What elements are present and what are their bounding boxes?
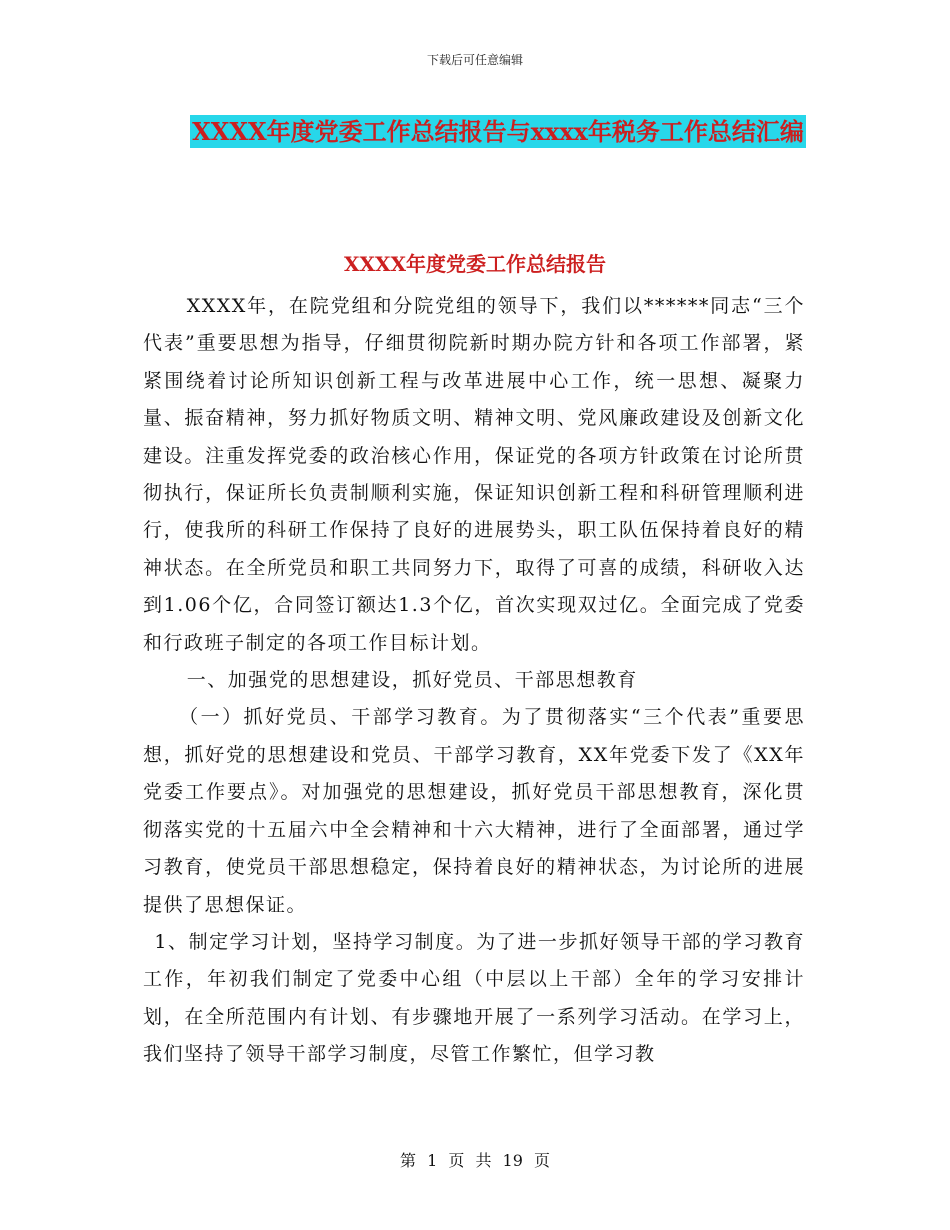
- paragraph-intro: XXXX年，在院党组和分院党组的领导下，我们以******同志“三个代表”重要思想为指导，仔细贯彻院新时期办院方针和各项工作部署，紧紧围绕着讨论所知识创新工程与改革进展中心工作，统一思想、凝聚力量、振奋精神，努力抓好物质文明、精神文明、党风廉政建设及创新文化建设。注重发挥党委的政治核心作用，保证党的各项方针政策在讨论所贯彻执行，保证所长负责制顺利实施，保证知识创新工程和科研管理顺利进行，使我所的科研工作保持了良好的进展势头，职工队伍保持着良好的精神状态。在全所党员和职工共同努力下，取得了可喜的成绩，科研收入达到1.06个亿，合同签订额达1.3个亿，首次实现双过亿。全面完成了党委和行政班子制定的各项工作目标计划。: [143, 295, 805, 654]
- document-body: [143, 288, 805, 1074]
- highlighted-title-text: XXXX年度党委工作总结报告与xxxx年税务工作总结汇编: [192, 117, 804, 146]
- paragraph-item-1: 1、制定学习计划，坚持学习制度。为了进一步抓好领导干部的学习教育工作，年初我们制定了党委中心组（中层以上干部）全年的学习安排计划，在全所范围内有计划、有步骤地开展了一系列学习活动。在学习上，我们坚持了领导干部学习制度，尽管工作繁忙，但学习教: [143, 930, 805, 1066]
- document-main-title: [140, 110, 856, 154]
- page-header-note: 下载后可任意编辑: [426, 53, 523, 67]
- section-title: XXXX年度党委工作总结报告: [343, 252, 607, 276]
- page-number-footer: 第 1 页 共 19 页: [400, 1151, 550, 1170]
- paragraph-subsection-1: （一）抓好党员、干部学习教育。为了贯彻落实“三个代表”重要思想，抓好党的思想建设和党员、干部学习教育，XX年党委下发了《XX年党委工作要点》。对加强党的思想建设，抓好党员干部思想教育，深化贯彻落实党的十五届六中全会精神和十六大精神，进行了全面部署，通过学习教育，使党员干部思想稳定，保持着良好的精神状态，为讨论所的进展提供了思想保证。: [143, 706, 805, 916]
- paragraph-heading-1: 一、加强党的思想建设，抓好党员、干部思想教育: [186, 669, 638, 692]
